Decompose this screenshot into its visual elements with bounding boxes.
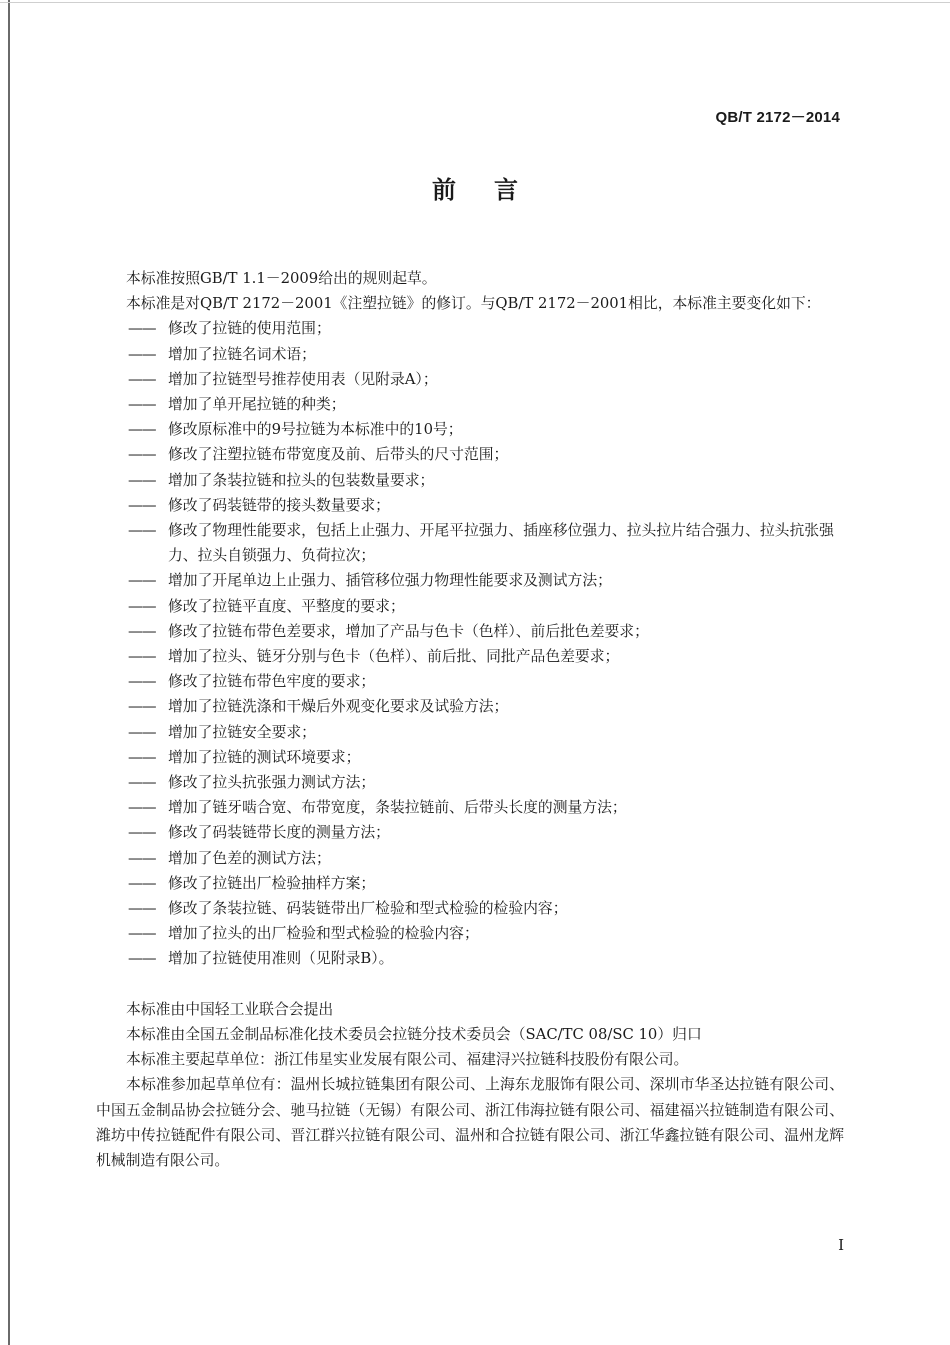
intro-paragraph: 本标准是对QB/T 2172－2001《注塑拉链》的修订。与QB/T 2172－2001相比，本标准主要变化如下： [126, 295, 821, 313]
list-item: —— 修改了码装链带长度的测量方法； [96, 820, 844, 845]
dash-marker: —— [128, 748, 156, 766]
list-item: —— 修改原标准中的9号拉链为本标准中的10号； [96, 417, 844, 442]
dash-marker: —— [128, 320, 156, 338]
list-item: —— 修改了物理性能要求，包括上止强力、开尾平拉强力、插座移位强力、拉头拉片结合强力、拉头抗张强力、拉头自锁强力、负荷拉次； [96, 518, 844, 568]
dash-marker: —— [128, 824, 156, 842]
list-item: —— 增加了单开尾拉链的种类； [96, 392, 844, 417]
list-item: —— 增加了拉链名词术语； [96, 342, 844, 367]
dash-marker: —— [128, 471, 156, 489]
foreword-body [96, 266, 844, 1173]
list-item: —— 修改了条装拉链、码装链带出厂检验和型式检验的检验内容； [96, 896, 844, 921]
dash-marker: —— [128, 522, 156, 540]
list-item: —— 增加了拉链使用准则（见附录B）。 [96, 946, 844, 971]
list-item: —— 修改了拉头抗张强力测试方法； [96, 770, 844, 795]
intro-paragraph: 本标准按照GB/T 1.1－2009给出的规则起草。 [126, 270, 437, 287]
dash-marker: —— [128, 396, 156, 414]
dash-marker: —— [128, 370, 156, 388]
closing-paragraph: 本标准参加起草单位有：温州长城拉链集团有限公司、上海东龙服饰有限公司、深圳市华圣达拉链有限公司、中国五金制品协会拉链分会、驰马拉链（无锡）有限公司、浙江伟海拉链有限公司、福建福兴拉链制造有限公司、潍坊中传拉链配件有限公司、晋江群兴拉链有限公司、温州和合拉链有限公司、浙江华鑫拉链有限公司、温州龙辉机械制造有限公司。 [96, 1076, 844, 1169]
list-item: —— 增加了拉链型号推荐使用表（见附录A）； [96, 367, 844, 392]
dash-marker: —— [128, 849, 156, 867]
list-item: —— 增加了色差的测试方法； [96, 846, 844, 871]
list-item: —— 增加了拉链洗涤和干燥后外观变化要求及试验方法； [96, 694, 844, 719]
paragraph-gap [96, 972, 844, 997]
changes-list [96, 316, 844, 971]
dash-marker: —— [128, 723, 156, 741]
list-item: —— 增加了拉链安全要求； [96, 720, 844, 745]
page-number: I [838, 1236, 844, 1254]
list-item: —— 修改了码装链带的接头数量要求； [96, 493, 844, 518]
list-item: —— 增加了链牙啮合宽、布带宽度，条装拉链前、后带头长度的测量方法； [96, 795, 844, 820]
page-title: 前言 [432, 176, 556, 204]
list-item: —— 修改了拉链布带色差要求，增加了产品与色卡（色样）、前后批色差要求； [96, 619, 844, 644]
closing-paragraph: 本标准由中国轻工业联合会提出 [126, 1000, 334, 1018]
closing-paragraph: 本标准主要起草单位：浙江伟星实业发展有限公司、福建浔兴拉链科技股份有限公司。 [126, 1051, 689, 1069]
list-item: —— 增加了拉链的测试环境要求； [96, 745, 844, 770]
document-code: QB/T 2172－2014 [715, 109, 840, 126]
closing-paragraph: 本标准由全国五金制品标准化技术委员会拉链分技术委员会（SAC/TC 08/SC 10）归口 [126, 1025, 702, 1043]
dash-marker: —— [128, 446, 156, 464]
dash-marker: —— [128, 421, 156, 439]
dash-marker: —— [128, 774, 156, 792]
list-item: —— 修改了拉链平直度、平整度的要求； [96, 594, 844, 619]
dash-marker: —— [128, 874, 156, 892]
dash-marker: —— [128, 345, 156, 363]
list-item: —— 修改了拉链的使用范围； [96, 316, 844, 341]
list-item: —— 修改了注塑拉链布带宽度及前、后带头的尺寸范围； [96, 442, 844, 467]
dash-marker: —— [128, 597, 156, 615]
dash-marker: —— [128, 698, 156, 716]
list-item: —— 增加了拉头、链牙分别与色卡（色样）、前后批、同批产品色差要求； [96, 644, 844, 669]
dash-marker: —— [128, 648, 156, 666]
dash-marker: —— [128, 496, 156, 514]
list-item: —— 修改了拉链出厂检验抽样方案； [96, 871, 844, 896]
dash-marker: —— [128, 572, 156, 590]
dash-marker: —— [128, 622, 156, 640]
list-item: —— 增加了开尾单边上止强力、插管移位强力物理性能要求及测试方法； [96, 568, 844, 593]
list-item: —— 增加了拉头的出厂检验和型式检验的检验内容； [96, 921, 844, 946]
dash-marker: —— [128, 925, 156, 943]
dash-marker: —— [128, 799, 156, 817]
list-item: —— 修改了拉链布带色牢度的要求； [96, 669, 844, 694]
dash-marker: —— [128, 900, 156, 918]
list-item: —— 增加了条装拉链和拉头的包装数量要求； [96, 468, 844, 493]
dash-marker: —— [128, 673, 156, 691]
page-top-edge [0, 2, 950, 3]
dash-marker: —— [128, 950, 156, 968]
